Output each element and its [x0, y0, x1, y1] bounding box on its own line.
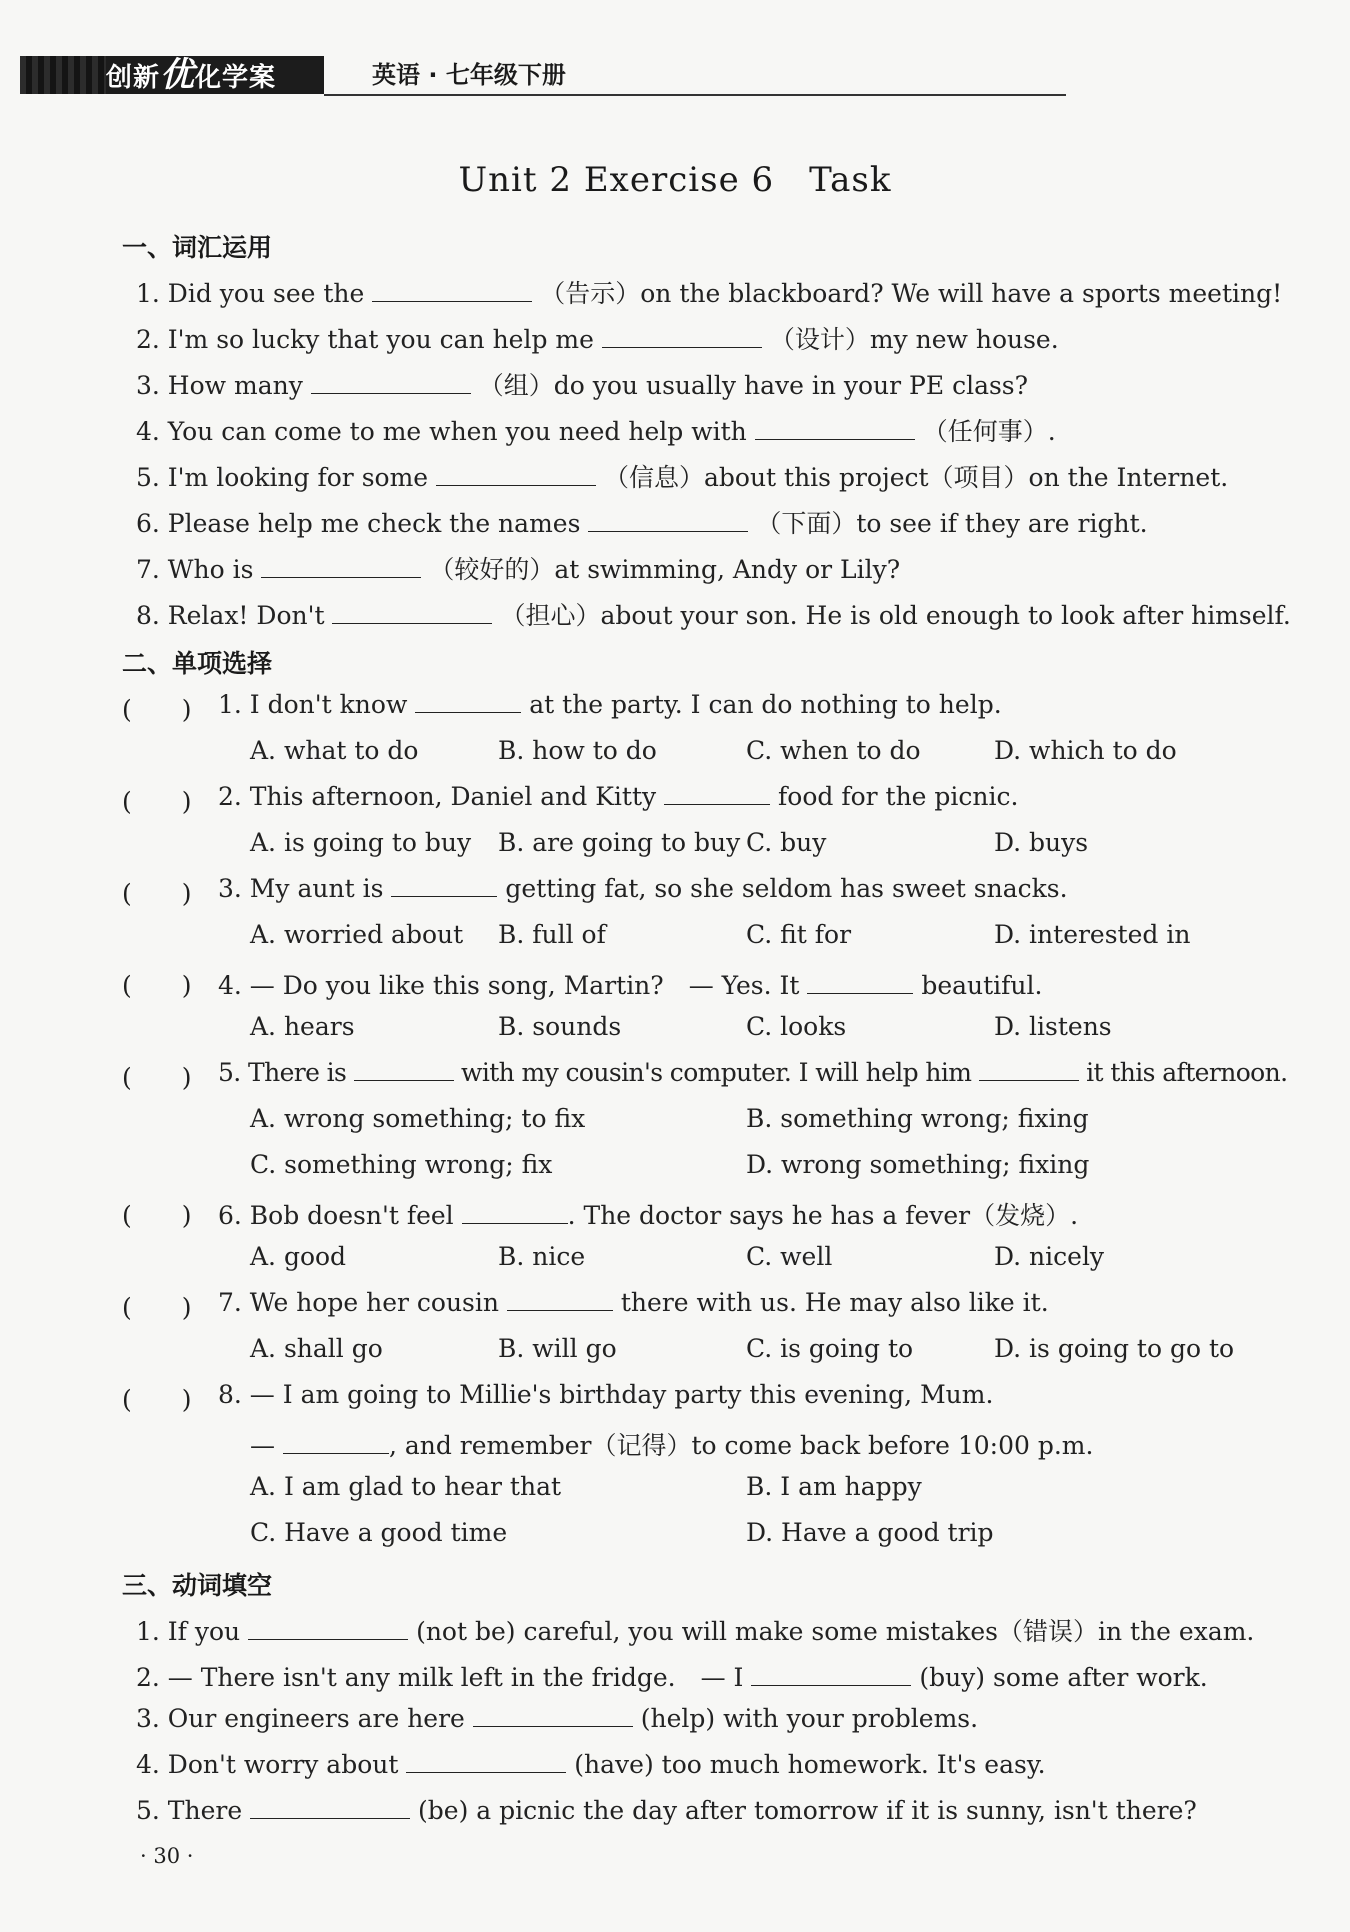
answer-blank[interactable] [473, 1704, 633, 1727]
answer-blank [507, 1288, 613, 1311]
answer-blank[interactable] [250, 1796, 410, 1819]
verb-item: 2. — There isn't any milk left in the fridge. — I (buy) some after work. [136, 1663, 1208, 1692]
option-b[interactable]: B. will go [498, 1334, 617, 1363]
vocab-item: 7. Who is （较好的）at swimming, Andy or Lily? [136, 555, 901, 584]
section-heading: 二、单项选择 [122, 649, 273, 678]
option-a[interactable]: A. worried about [250, 920, 464, 949]
vocab-item: 2. I'm so lucky that you can help me （设计）my new house. [136, 325, 1059, 354]
answer-bracket[interactable]: ( ) [122, 787, 192, 816]
vocab-item: 8. Relax! Don't （担心）about your son. He is old enough to look after himself. [136, 601, 1291, 630]
option-c[interactable]: C. Have a good time [250, 1518, 508, 1547]
answer-bracket[interactable]: ( ) [122, 1293, 192, 1322]
answer-blank[interactable] [372, 279, 532, 302]
answer-blank [807, 971, 913, 994]
answer-blank[interactable] [751, 1663, 911, 1686]
option-d[interactable]: D. Have a good trip [746, 1518, 994, 1547]
option-b[interactable]: B. how to do [498, 736, 657, 765]
answer-blank [391, 874, 497, 897]
vocab-item: 4. You can come to me when you need help with （任何事）. [136, 417, 1056, 446]
verb-item: 3. Our engineers are here (help) with your problems. [136, 1704, 979, 1733]
answer-bracket[interactable]: ( ) [122, 1063, 192, 1092]
mcq-question: 8. — I am going to Millie's birthday party this evening, Mum. [218, 1380, 994, 1409]
answer-blank[interactable] [261, 555, 421, 578]
option-b[interactable]: B. I am happy [746, 1472, 922, 1501]
brand-highlight: 优 [160, 55, 196, 95]
option-d[interactable]: D. wrong something; fixing [746, 1150, 1090, 1179]
page-header [20, 56, 1060, 96]
brand-suffix: 化学案 [195, 63, 277, 93]
page-number: · 30 · [140, 1844, 194, 1868]
option-a[interactable]: A. what to do [250, 736, 419, 765]
option-c[interactable]: C. fit for [746, 920, 852, 949]
option-a[interactable]: A. wrong something; to fix [250, 1104, 586, 1133]
option-c[interactable]: C. buy [746, 828, 827, 857]
mcq-question: 6. Bob doesn't feel . The doctor says he has a fever（发烧）. [218, 1201, 1079, 1230]
page-title: Unit 2 Exercise 6 Task [458, 160, 892, 200]
section-heading: 一、词汇运用 [122, 233, 273, 262]
header-subtitle: 英语 · 七年级下册 [372, 61, 566, 89]
answer-blank[interactable] [602, 325, 762, 348]
option-d[interactable]: D. nicely [994, 1242, 1105, 1271]
option-a[interactable]: A. shall go [250, 1334, 383, 1363]
answer-blank[interactable] [332, 601, 492, 624]
mcq-question: 3. My aunt is getting fat, so she seldom has sweet snacks. [218, 874, 1068, 903]
answer-blank [462, 1201, 568, 1224]
option-d[interactable]: D. which to do [994, 736, 1177, 765]
option-d[interactable]: D. is going to go to [994, 1334, 1235, 1363]
answer-blank [415, 690, 521, 713]
answer-blank[interactable] [406, 1750, 566, 1773]
answer-bracket[interactable]: ( ) [122, 971, 192, 1000]
vocab-item: 6. Please help me check the names （下面）to see if they are right. [136, 509, 1148, 538]
option-a[interactable]: A. good [250, 1242, 347, 1271]
option-c[interactable]: C. something wrong; fix [250, 1150, 553, 1179]
brand-prefix: 创新 [106, 63, 161, 93]
answer-bracket[interactable]: ( ) [122, 879, 192, 908]
mcq-question-reply: — , and remember（记得）to come back before 10:00 p.m. [250, 1431, 1094, 1460]
option-b[interactable]: B. full of [498, 920, 606, 949]
mcq-question: 5. There is with my cousin's computer. I will help him it this afternoon. [218, 1058, 1288, 1087]
brand-pattern [20, 56, 106, 94]
option-b[interactable]: B. nice [498, 1242, 586, 1271]
option-c[interactable]: C. is going to [746, 1334, 914, 1363]
verb-item: 4. Don't worry about (have) too much homework. It's easy. [136, 1750, 1046, 1779]
answer-blank[interactable] [248, 1617, 408, 1640]
option-a[interactable]: A. I am glad to hear that [250, 1472, 562, 1501]
mcq-question: 2. This afternoon, Daniel and Kitty food for the picnic. [218, 782, 1019, 811]
answer-blank[interactable] [588, 509, 748, 532]
option-d[interactable]: D. listens [994, 1012, 1112, 1041]
answer-blank [664, 782, 770, 805]
option-c[interactable]: C. well [746, 1242, 833, 1271]
vocab-item: 1. Did you see the （告示）on the blackboard? We will have a sports meeting! [136, 279, 1283, 308]
answer-blank [354, 1058, 454, 1081]
answer-blank[interactable] [311, 371, 471, 394]
vocab-item: 5. I'm looking for some （信息）about this project（项目）on the Internet. [136, 463, 1229, 492]
option-a[interactable]: A. is going to buy [250, 828, 472, 857]
answer-blank [979, 1058, 1079, 1081]
verb-item: 1. If you (not be) careful, you will make some mistakes（错误）in the exam. [136, 1617, 1255, 1646]
option-d[interactable]: D. buys [994, 828, 1089, 857]
answer-blank [283, 1431, 389, 1454]
option-b[interactable]: B. sounds [498, 1012, 622, 1041]
verb-item: 5. There (be) a picnic the day after tomorrow if it is sunny, isn't there? [136, 1796, 1197, 1825]
mcq-question: 7. We hope her cousin there with us. He may also like it. [218, 1288, 1049, 1317]
option-c[interactable]: C. looks [746, 1012, 847, 1041]
mcq-question: 1. I don't know at the party. I can do nothing to help. [218, 690, 1002, 719]
answer-bracket[interactable]: ( ) [122, 1201, 192, 1230]
mcq-question: 4. — Do you like this song, Martin? — Yes. It beautiful. [218, 971, 1043, 1000]
answer-blank[interactable] [755, 417, 915, 440]
option-a[interactable]: A. hears [250, 1012, 355, 1041]
option-c[interactable]: C. when to do [746, 736, 921, 765]
header-divider [324, 94, 1066, 96]
option-d[interactable]: D. interested in [994, 920, 1191, 949]
option-b[interactable]: B. something wrong; fixing [746, 1104, 1089, 1133]
answer-bracket[interactable]: ( ) [122, 1385, 192, 1414]
answer-bracket[interactable]: ( ) [122, 695, 192, 724]
vocab-item: 3. How many （组）do you usually have in your PE class? [136, 371, 1029, 400]
brand-logo [20, 56, 324, 94]
answer-blank[interactable] [436, 463, 596, 486]
option-b[interactable]: B. are going to buy [498, 828, 741, 857]
section-heading: 三、动词填空 [122, 1571, 273, 1600]
